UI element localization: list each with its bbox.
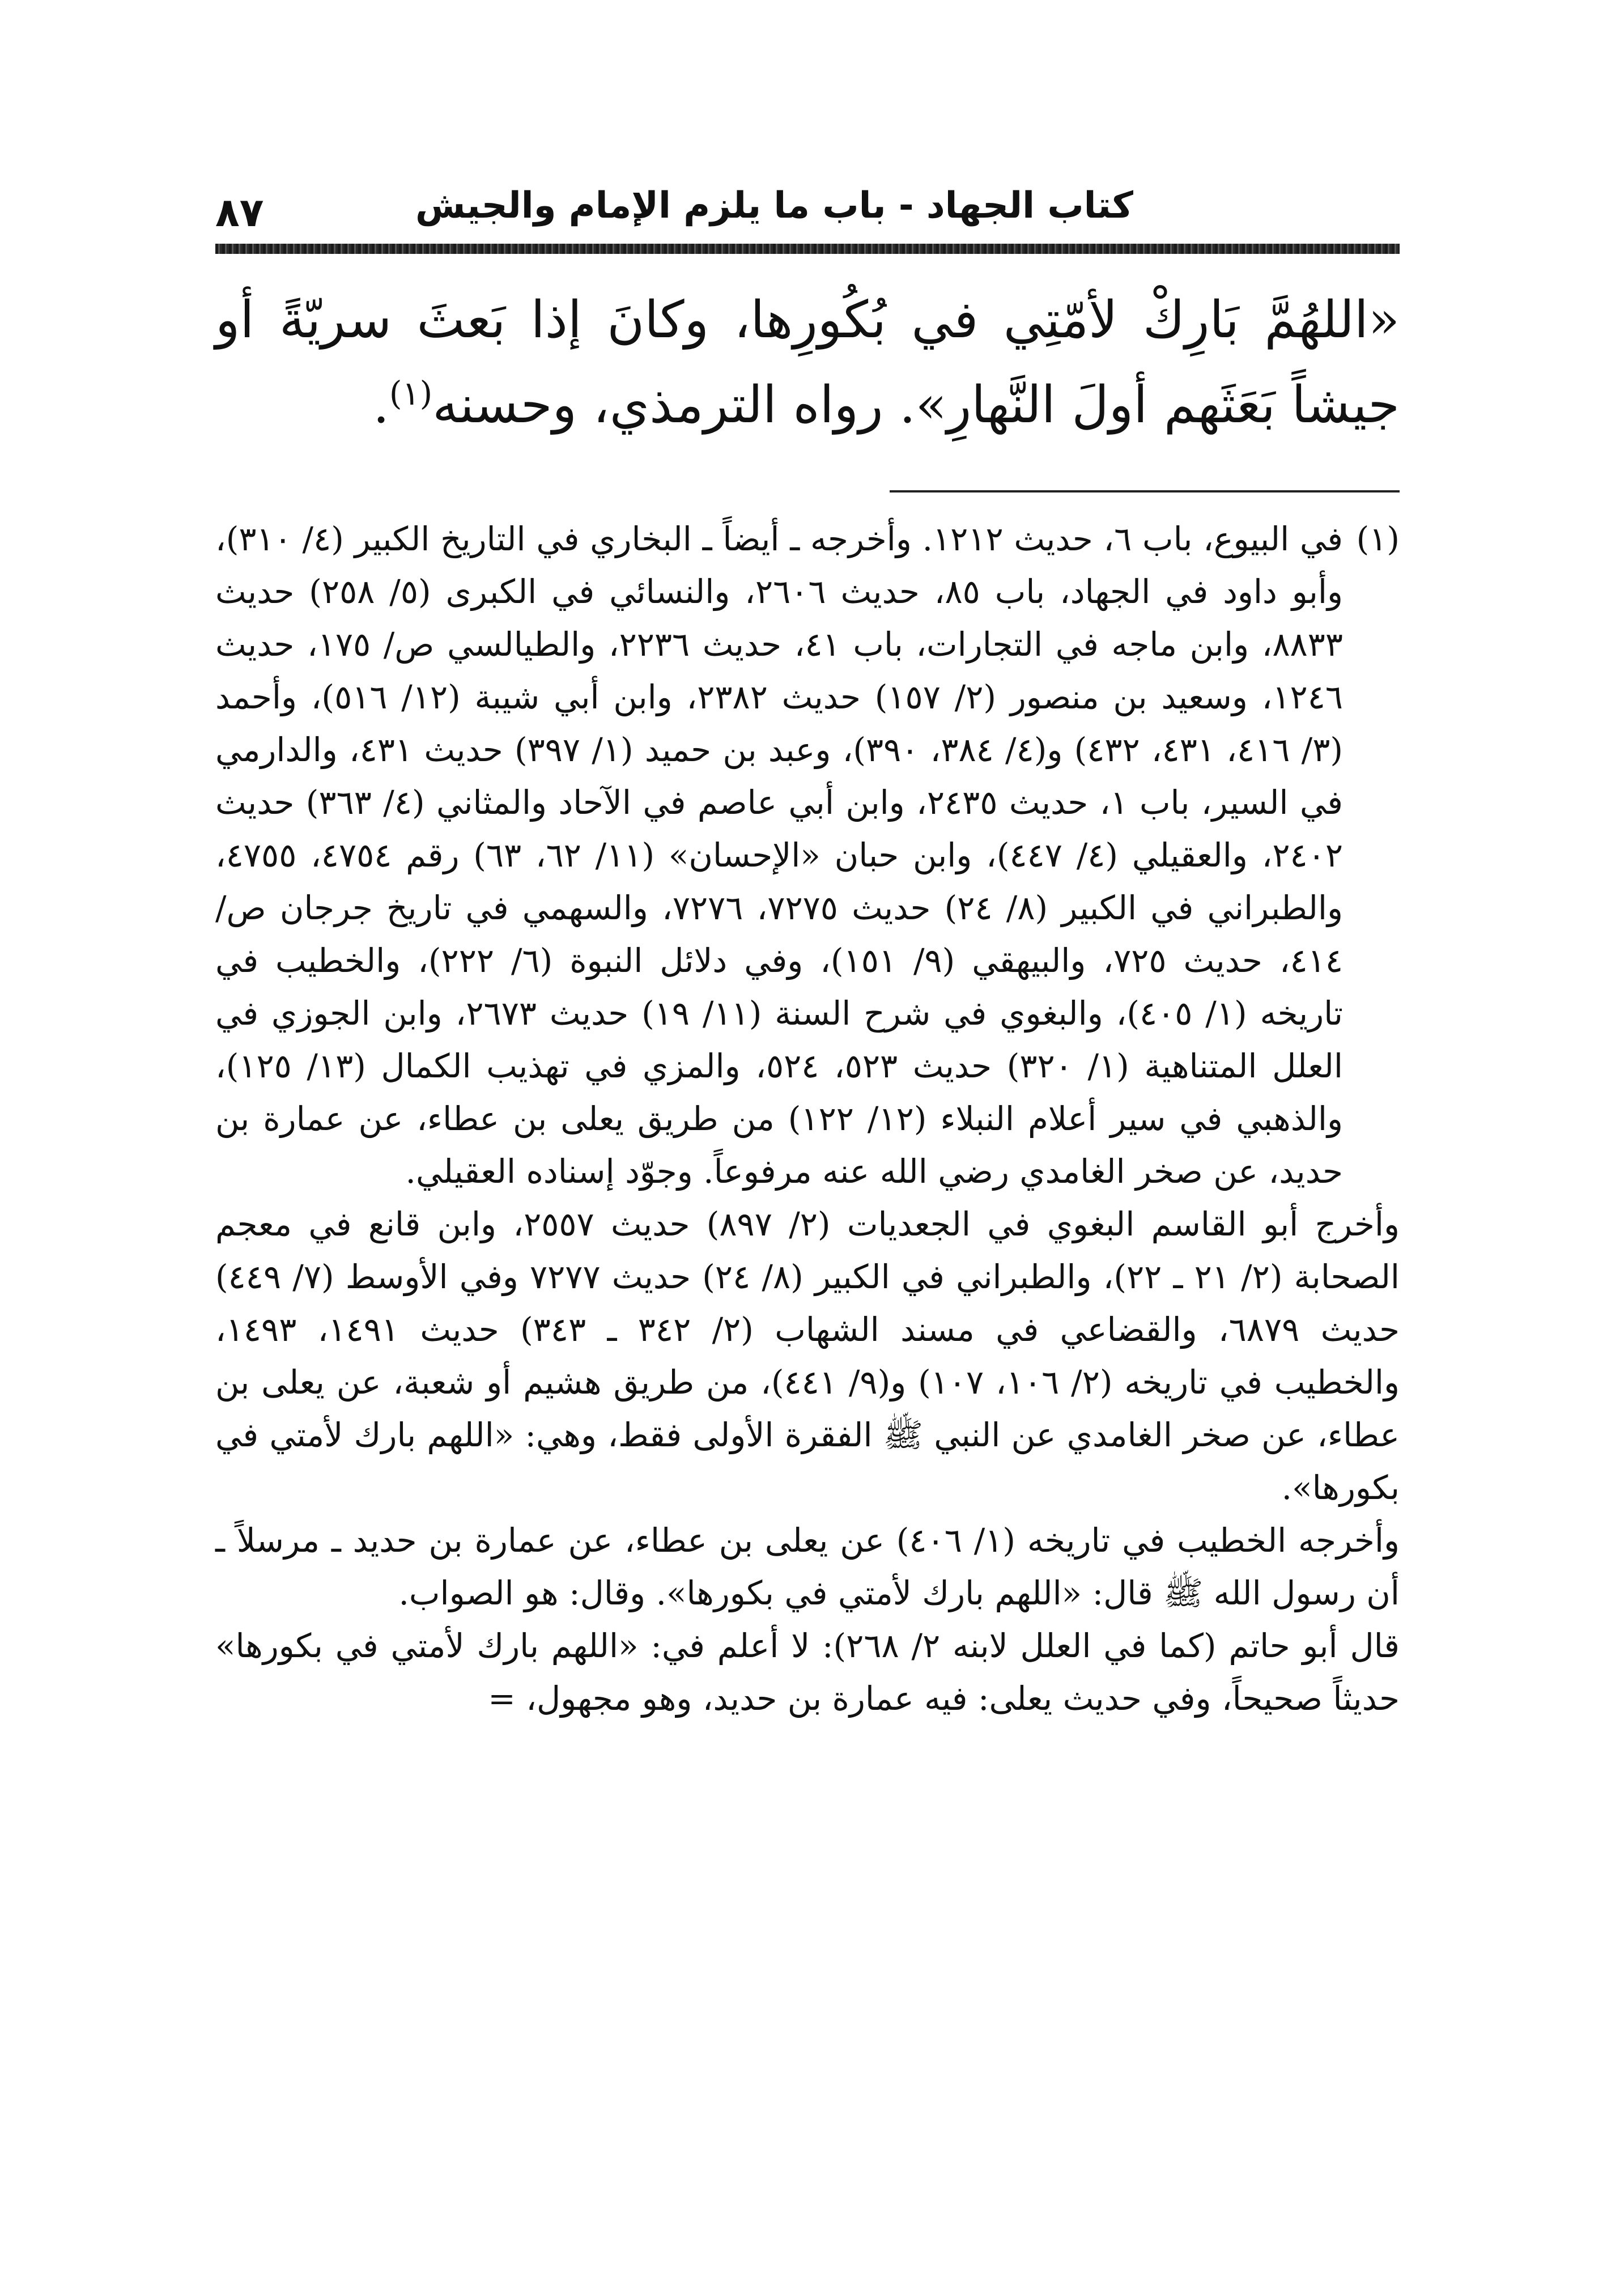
footnote-paragraph: وأخرج أبو القاسم البغوي في الجعديات (٢/ ٨٩٧) حديث ٢٥٥٧، وابن قانع في معجم الصحابة (٢/ ٢١ ـ ٢٢)، والطبراني في الكبير (٨/ ٢٤) حديث ٧٢٧٧ وفي الأوسط (٧/ ٤٤٩) حديث ٦٨٧٩، والقضاعي في مسند الشهاب (٢/ ٣٤٢ ـ ٣٤٣) حديث ١٤٩١، ١٤٩٣، والخطيب في تاريخه (٢/ ١٠٦، ١٠٧) و(٩/ ٤٤١)، من طريق هشيم أو شعبة، عن يعلى بن عطاء، عن صخر الغامدي عن النبي ﷺ الفقرة الأولى فقط، وهي: «اللهم بارك لأمتي في بكورها». bbox=[215, 1205, 1400, 1507]
hadith-body: «اللهُمَّ بَارِكْ لأمّتِي في بُكُورِها، وكانَ إذا بَعثَ سريّةً أو جيشاً بَعَثَهم أولَ النَّهارِ». رواه الترمذي، وحسنه bbox=[215, 290, 1400, 435]
page-header bbox=[215, 170, 1400, 244]
footnote-reference: (١) bbox=[389, 374, 433, 413]
page-number: ٨٧ bbox=[215, 189, 264, 236]
hadith-text bbox=[215, 278, 1400, 448]
footnotes bbox=[215, 513, 1400, 1725]
footnote-separator bbox=[890, 490, 1400, 492]
footnote-paragraph: قال أبو حاتم (كما في العلل لابنه ٢/ ٢٦٨): لا أعلم في: «اللهم بارك لأمتي في بكورها» حديثاً صحيحاً، وفي حديث يعلى: فيه عمارة بن حديد، وهو مجهول، = bbox=[215, 1627, 1400, 1718]
footnote-marker: (١) bbox=[1356, 520, 1400, 558]
footnote-paragraph bbox=[215, 513, 1400, 1198]
footnote-text: في البيوع، باب ٦، حديث ١٢١٢. وأخرجه ـ أيضاً ـ البخاري في التاريخ الكبير (٤/ ٣١٠)، وأبو داود في الجهاد، باب ٨٥، حديث ٢٦٠٦، والنسائي في الكبرى (٥/ ٢٥٨) حديث ٨٨٣٣، وابن ماجه في التجارات، باب ٤١، حديث ٢٢٣٦، والطيالسي ص/ ١٧٥، حديث ١٢٤٦، وسعيد بن منصور (٢/ ١٥٧) حديث ٢٣٨٢، وابن أبي شيبة (١٢/ ٥١٦)، وأحمد (٣/ ٤١٦، ٤٣١، ٤٣٢) و(٤/ ٣٨٤، ٣٩٠)، وعبد بن حميد (١/ ٣٩٧) حديث ٤٣١، والدارمي في السير، باب ١، حديث ٢٤٣٥، وابن أبي عاصم في الآحاد والمثاني (٤/ ٣٦٣) حديث ٢٤٠٢، والعقيلي (٤/ ٤٤٧)، وابن حبان «الإحسان» (١١/ ٦٢، ٦٣) رقم ٤٧٥٤، ٤٧٥٥، والطبراني في الكبير (٨/ ٢٤) حديث ٧٢٧٥، ٧٢٧٦، والسهمي في تاريخ جرجان ص/ ٤١٤، حديث ٧٢٥، والبيهقي (٩/ ١٥١)، وفي دلائل النبوة (٦/ ٢٢٢)، والخطيب في تاريخه (١/ ٤٠٥)، والبغوي في شرح السنة (١١/ ١٩) حديث ٢٦٧٣، وابن الجوزي في العلل المتناهية (١/ ٣٢٠) حديث ٥٢٣، ٥٢٤، والمزي في تهذيب الكمال (١٣/ ١٢٥)، والذهبي في سير أعلام النبلاء (١٢/ ١٢٢) من طريق يعلى بن عطاء، عن عمارة بن حديد، عن صخر الغامدي رضي الله عنه مرفوعاً. وجوّد إسناده العقيلي. bbox=[215, 520, 1344, 1191]
footnote-paragraph: وأخرجه الخطيب في تاريخه (١/ ٤٠٦) عن يعلى بن عطاء، عن عمارة بن حديد ـ مرسلاً ـ أن رسول الله ﷺ قال: «اللهم بارك لأمتي في بكورها». وقال: هو الصواب. bbox=[215, 1521, 1400, 1612]
running-title: كتاب الجهاد - باب ما يلزم الإمام والجيش bbox=[415, 185, 1133, 227]
hadith-end-punctuation: . bbox=[373, 375, 389, 435]
header-rule bbox=[215, 244, 1400, 254]
